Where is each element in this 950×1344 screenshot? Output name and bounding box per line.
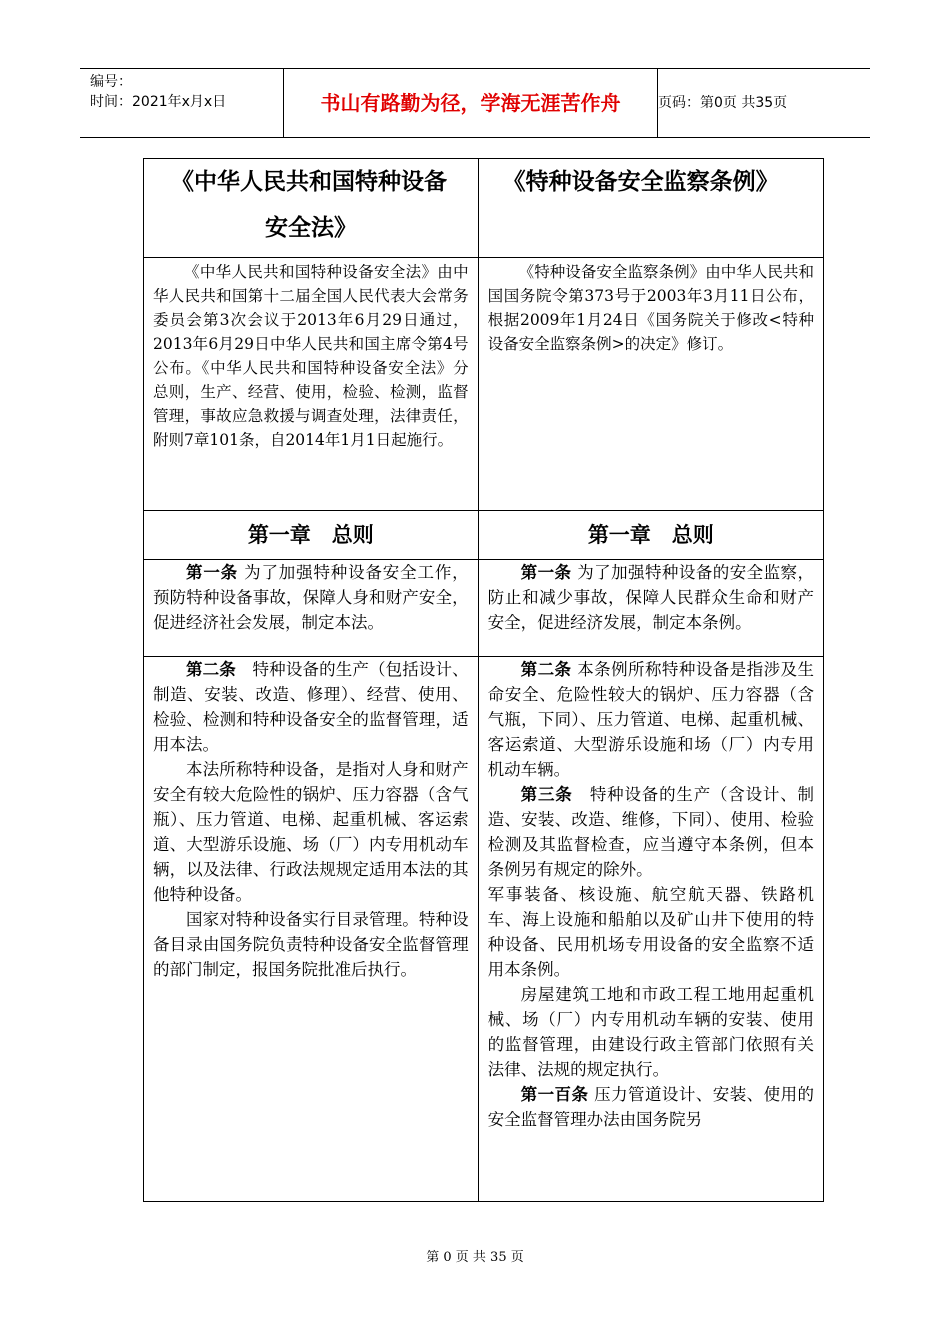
right-title: 《特种设备安全监察条例》	[502, 168, 779, 195]
article-title: 第一条	[520, 563, 572, 582]
article-text: 本条例所称特种设备是指涉及生命安全、危险性较大的锅炉、压力容器（含气瓶，下同）、压力管道、电梯、起重机械、客运索道、大型游乐设施和场（厂）内专用机动车辆。	[487, 660, 815, 779]
article-text: 特种设备的生产（包括设计、制造、安装、改造、修理）、经营、使用、检验、检测和特种设备安全的监督管理，适用本法。	[153, 660, 469, 754]
table-row	[144, 159, 824, 258]
right-intro-cell	[478, 258, 823, 511]
header-page-info: 页码：第0页 共35页	[658, 95, 788, 111]
article-text: 特种设备的生产（含设计、制造、安装、改造、维修，下同）、使用、检验检测及其监督检查，应当遵守本条例，但本条例另有规定的除外。	[487, 785, 815, 879]
article-title: 第一百条	[520, 1085, 589, 1104]
article-title: 第一条	[186, 563, 239, 582]
left-intro-text: 《中华人民共和国特种设备安全法》由中华人民共和国第十二届全国人民代表大会常务委员会第3次会议于2013年6月29日通过，2013年6月29日中华人民共和国主席令第4号公布。《中华人民共和国特种设备安全法》分总则，生产、经营、使用，检验、检测，监督管理，事故应急救援与调查处理，法律责任，附则7章101条，自2014年1月1日起施行。	[153, 263, 469, 449]
page-footer: 第 0 页 共 35 页	[426, 1250, 524, 1265]
article-paragraph: 房屋建筑工地和市政工程工地用起重机械、场（厂）内专用机动车辆的安装、使用的监督管理，由建设行政主管部门依照有关法律、法规的规定执行。	[487, 985, 814, 1079]
left-article-2	[144, 657, 479, 1202]
article-text: 为了加强特种设备的安全监察，防止和减少事故，保障人民群众生命和财产安全，促进经济发展，制定本条例。	[487, 563, 815, 632]
article-paragraph: 国家对特种设备实行目录管理。特种设备目录由国务院负责特种设备安全监督管理的部门制定，报国务院批准后执行。	[153, 910, 469, 979]
left-chapter-heading: 第一章 总则	[144, 511, 479, 560]
right-articles	[478, 657, 823, 1202]
right-title-cell	[478, 159, 823, 258]
document-header	[80, 68, 870, 138]
article-text: 为了加强特种设备安全工作，预防特种设备事故，保障人身和财产安全，促进经济社会发展，制定本法。	[153, 563, 469, 632]
article-title: 第三条	[520, 785, 573, 804]
article-title: 第二条	[520, 660, 572, 679]
header-motto: 书山有路勤为径，学海无涯苦作舟	[320, 91, 621, 115]
table-row	[144, 511, 824, 560]
article-paragraph: 军事装备、核设施、航空航天器、铁路机车、海上设施和船舶以及矿山井下使用的特种设备、民用机场专用设备的安全监察不适用本条例。	[487, 885, 814, 979]
left-title-cell	[144, 159, 479, 258]
right-article-1	[478, 560, 823, 657]
table-row	[144, 258, 824, 511]
left-intro-cell	[144, 258, 479, 511]
table-row	[144, 657, 824, 1202]
comparison-table	[143, 158, 824, 1202]
right-intro-text: 《特种设备安全监察条例》由中华人民共和国国务院令第373号于2003年3月11日公布，根据2009年1月24日《国务院关于修改<特种设备安全监察条例>的决定》修订。	[487, 263, 814, 353]
article-title: 第二条	[186, 660, 236, 679]
header-meta	[80, 69, 283, 137]
left-title-line1: 《中华人民共和国特种设备	[171, 168, 447, 195]
left-title-line2: 安全法》	[265, 214, 357, 241]
table-row	[144, 560, 824, 657]
right-chapter-heading: 第一章 总则	[478, 511, 823, 560]
date-label: 时间：2021年x月x日	[90, 94, 227, 110]
article-paragraph: 本法所称特种设备，是指对人身和财产安全有较大危险性的锅炉、压力容器（含气瓶）、压力管道、电梯、起重机械、客运索道、大型游乐设施、场（厂）内专用机动车辆，以及法律、行政法规规定适用本法的其他特种设备。	[153, 760, 469, 904]
left-article-1	[144, 560, 479, 657]
number-label: 编号：	[90, 74, 132, 90]
article-text: 压力管道设计、安装、使用的安全监督管理办法由国务院另	[487, 1085, 815, 1129]
